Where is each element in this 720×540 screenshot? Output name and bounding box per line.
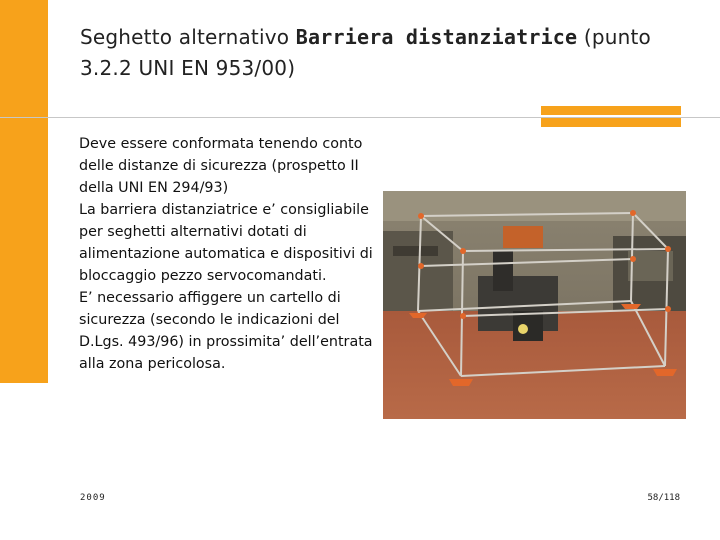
accent-block-bottom	[541, 118, 681, 127]
barrier-photo	[383, 191, 686, 419]
footer-year: 2009	[80, 493, 106, 503]
paragraph-3: E’ necessario affiggere un cartello di sicurezza (secondo le indicazioni del D.Lgs. 493/96) in prossimita’ dell’entrata alla zona pericolosa.	[79, 290, 373, 372]
left-accent-bar	[0, 0, 48, 383]
title-suffix: (punto 3.2.2 UNI EN 953/00)	[80, 25, 651, 80]
title-prefix: Seghetto alternativo	[80, 25, 296, 49]
paragraph-2: La barriera distanziatrice e’ consigliabile per seghetti alternativi dotati di alimentazione automatica e dispositivi di bloccaggio pezzo servocomandati.	[79, 202, 373, 284]
title-bold-term: Barriera distanziatrice	[295, 25, 578, 49]
slide-title	[80, 22, 680, 84]
body-text	[79, 133, 379, 375]
page-number: 58/118	[647, 493, 680, 503]
paragraph-1: Deve essere conformata tenendo conto delle distanze di sicurezza (prospetto II della UNI EN 294/93)	[79, 136, 363, 196]
accent-block-top	[541, 106, 681, 115]
